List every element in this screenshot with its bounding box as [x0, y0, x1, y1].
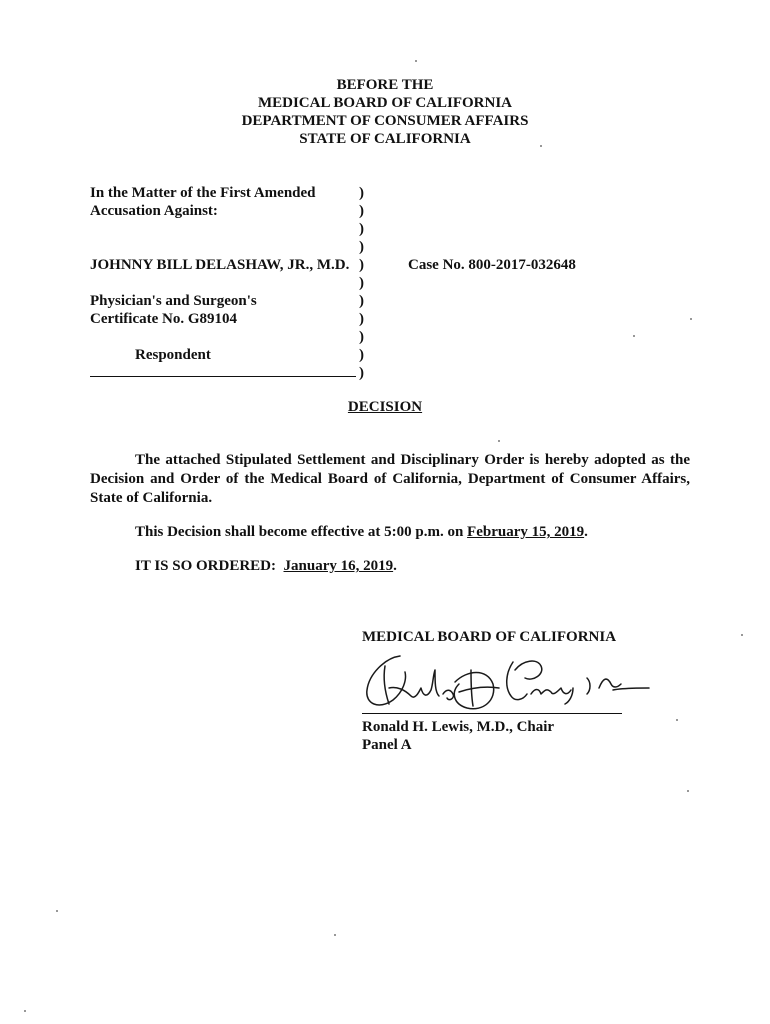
effective-prefix: This Decision shall become effective at 5:00 p.m. on	[135, 524, 468, 540]
caption-paren: )	[359, 185, 364, 201]
ordered-statement	[135, 557, 397, 575]
caption-paren: )	[359, 221, 364, 237]
caption-paren: )	[359, 275, 364, 291]
scan-speck	[687, 790, 689, 792]
respondent-name: JOHNNY BILL DELASHAW, JR., M.D.	[90, 257, 350, 273]
effective-date: February 15, 2019	[467, 524, 585, 540]
handwritten-signature	[355, 648, 655, 718]
header-line-state: STATE OF CALIFORNIA	[299, 131, 471, 147]
caption-matter-line2: Accusation Against:	[90, 203, 218, 219]
signer-name: Ronald H. Lewis, M.D., Chair	[362, 719, 555, 735]
panel-label: Panel A	[362, 737, 412, 753]
scan-speck	[690, 318, 692, 320]
decision-paragraph: The attached Stipulated Settlement and Disciplinary Order is hereby adopted as the Decision and Order of the Medical Board of California, Department of Consumer Affairs, State of California.	[90, 452, 690, 506]
effective-statement	[135, 523, 588, 541]
scan-speck	[24, 1010, 26, 1012]
caption-paren: )	[359, 293, 364, 309]
caption-matter-line1: In the Matter of the First Amended	[90, 185, 316, 201]
ordered-suffix: .	[393, 558, 397, 574]
scan-speck	[498, 440, 500, 442]
cert-line1: Physician's and Surgeon's	[90, 293, 257, 309]
caption-paren: )	[359, 329, 364, 345]
caption-paren: )	[359, 365, 364, 381]
caption-paren: )	[359, 311, 364, 327]
caption-paren: )	[359, 203, 364, 219]
scan-speck	[540, 145, 542, 147]
header-line-board: MEDICAL BOARD OF CALIFORNIA	[257, 95, 513, 111]
ordered-prefix: IT IS SO ORDERED:	[135, 558, 284, 574]
scan-speck	[56, 910, 58, 912]
cert-line2: Certificate No. G89104	[90, 311, 238, 327]
scan-speck	[415, 60, 417, 62]
scan-speck	[741, 634, 743, 636]
header-line-before: BEFORE THE	[336, 77, 434, 93]
scan-speck	[334, 934, 336, 936]
caption-paren: )	[359, 257, 364, 273]
decision-heading: DECISION	[347, 399, 423, 415]
effective-suffix: .	[584, 524, 588, 540]
caption-paren: )	[359, 239, 364, 255]
scan-speck	[633, 335, 635, 337]
signature-board-name: MEDICAL BOARD OF CALIFORNIA	[362, 629, 617, 645]
signature-line	[362, 713, 622, 714]
respondent-label: Respondent	[135, 347, 211, 363]
header-line-department: DEPARTMENT OF CONSUMER AFFAIRS	[241, 113, 529, 129]
ordered-date: January 16, 2019	[283, 558, 394, 574]
caption-paren: )	[359, 347, 364, 363]
caption-underline	[90, 376, 356, 377]
case-number: Case No. 800-2017-032648	[408, 257, 576, 273]
scan-speck	[676, 719, 678, 721]
